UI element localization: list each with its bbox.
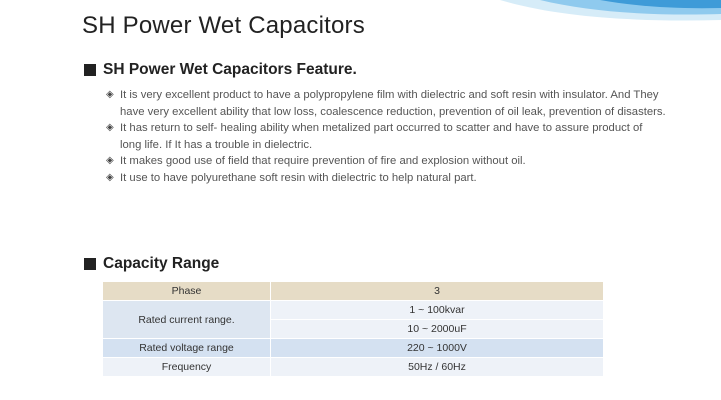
frequency-value: 50Hz / 60Hz xyxy=(271,358,604,377)
capacity-heading xyxy=(84,255,219,273)
feature-item xyxy=(106,170,666,187)
phase-label: Phase xyxy=(103,282,271,301)
square-bullet-icon xyxy=(84,258,96,270)
feature-item xyxy=(106,120,666,153)
feature-text: It use to have polyurethane soft resin with dielectric to help natural part. xyxy=(120,171,477,184)
phase-value: 3 xyxy=(271,282,604,301)
feature-text: It is very excellent product to have a polypropylene film with dielectric and soft resin with insulator. And They have very excellent ability that low loss, coalescence reduction, prevention of oil leak, prevention of disasters. xyxy=(120,89,666,118)
current-label: Rated current range. xyxy=(103,301,271,339)
frequency-label: Frequency xyxy=(103,358,271,377)
capacity-table xyxy=(102,281,604,377)
table-row xyxy=(103,282,604,301)
feature-item xyxy=(106,87,666,120)
feature-heading-label: SH Power Wet Capacitors Feature. xyxy=(103,61,357,78)
feature-heading xyxy=(84,61,357,79)
voltage-value: 220 ~ 1000V xyxy=(271,339,604,358)
table-row xyxy=(103,339,604,358)
diamond-bullet-icon: ◈ xyxy=(106,171,114,183)
current-value-kvar: 1 ~ 100kvar xyxy=(271,301,604,320)
feature-text: It has return to self- healing ability when metalized part occurred to scatter and have to assure product of long life. If It has a trouble in dielectric. xyxy=(120,122,643,151)
current-value-uf: 10 ~ 2000uF xyxy=(271,320,604,339)
square-bullet-icon xyxy=(84,64,96,76)
diamond-bullet-icon: ◈ xyxy=(106,122,114,134)
diamond-bullet-icon: ◈ xyxy=(106,89,114,100)
feature-list xyxy=(106,87,666,187)
feature-item xyxy=(106,153,666,170)
diamond-bullet-icon: ◈ xyxy=(106,155,114,167)
table-row xyxy=(103,301,604,320)
page-title: SH Power Wet Capacitors xyxy=(82,12,365,39)
voltage-label: Rated voltage range xyxy=(103,339,271,358)
feature-text: It makes good use of field that require prevention of fire and explosion without oil. xyxy=(120,155,526,168)
capacity-heading-label: Capacity Range xyxy=(103,255,220,272)
table-row xyxy=(103,358,604,377)
